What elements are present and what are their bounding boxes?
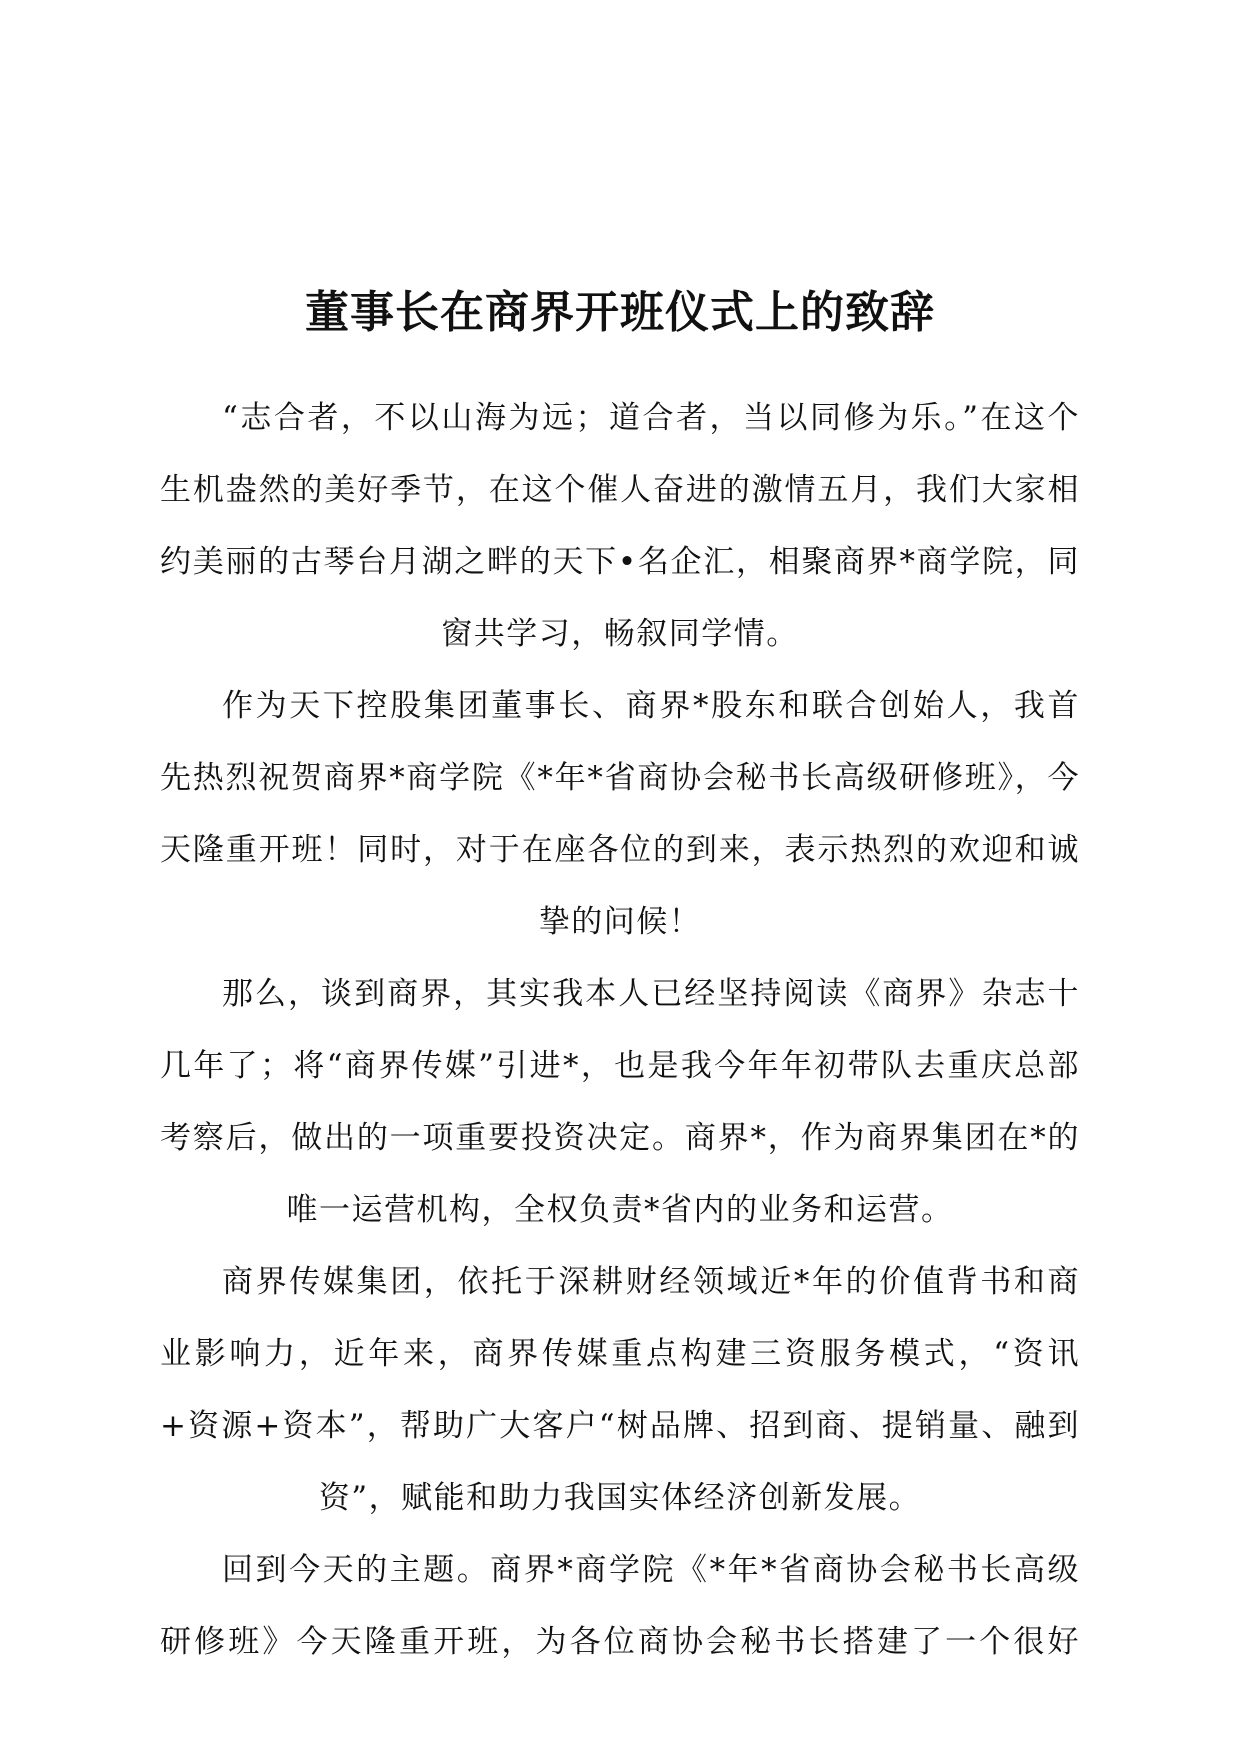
- document-body: [160, 382, 1080, 1678]
- paragraph-3: 那么，谈到商界，其实我本人已经坚持阅读《商界》杂志十几年了；将“商界传媒”引进*，也是我今年年初带队去重庆总部考察后，做出的一项重要投资决定。商界*，作为商界集团在*的唯一运营机构，全权负责*省内的业务和运营。: [160, 976, 1080, 1228]
- document-title: 董事长在商界开班仪式上的致辞: [305, 287, 935, 338]
- paragraph-4: 商界传媒集团，依托于深耕财经领域近*年的价值背书和商业影响力，近年来，商界传媒重点构建三资服务模式，“资讯+资源+资本”，帮助广大客户“树品牌、招到商、提销量、融到资”，赋能和助力我国实体经济创新发展。: [160, 1264, 1080, 1516]
- paragraph-2: 作为天下控股集团董事长、商界*股东和联合创始人，我首先热烈祝贺商界*商学院《*年*省商协会秘书长高级研修班》，今天隆重开班！同时，对于在座各位的到来，表示热烈的欢迎和诚挚的问候！: [160, 688, 1080, 940]
- paragraph-5: 回到今天的主题。商界*商学院《*年*省商协会秘书长高级研修班》今天隆重开班，为各位商协会秘书长搭建了一个很好: [160, 1552, 1080, 1660]
- paragraph-1: “志合者，不以山海为远；道合者，当以同修为乐。”在这个生机盎然的美好季节，在这个催人奋进的激情五月，我们大家相约美丽的古琴台月湖之畔的天下•名企汇，相聚商界*商学院，同窗共学习，畅叙同学情。: [160, 400, 1080, 652]
